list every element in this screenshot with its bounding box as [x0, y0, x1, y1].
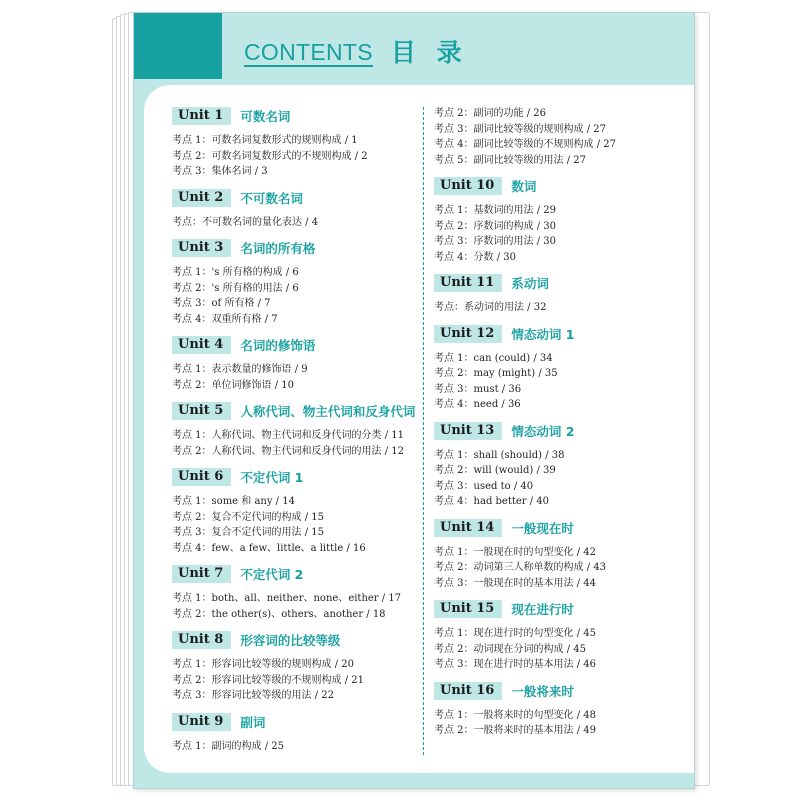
unit-tag: Unit 15: [434, 600, 502, 618]
toc-item: 考点 4：双重所有格 / 7: [172, 313, 278, 325]
corner-accent-block: [134, 13, 222, 79]
contents-card: [144, 85, 695, 773]
unit-tag: Unit 4: [172, 336, 231, 354]
unit-title: 数词: [511, 179, 537, 194]
toc-item: 考点 4：副词比较等级的不规则构成 / 27: [434, 139, 616, 150]
unit-title: 名词的修饰语: [240, 338, 316, 353]
toc-item: 考点 2：一般将来时的基本用法 / 49: [434, 725, 596, 736]
left-column: [172, 107, 422, 754]
toc-item: 考点 1：一般现在时的句型变化 / 42: [434, 546, 596, 558]
unit-title: 名词的所有格: [240, 241, 316, 256]
unit-title: 可数名词: [240, 109, 291, 124]
unit-heading: [434, 274, 674, 292]
unit-tag: Unit 8: [172, 631, 231, 649]
unit-heading: [172, 189, 422, 207]
toc-item: 考点 2：will (would) / 39: [434, 465, 556, 476]
unit-heading: [434, 325, 674, 343]
unit-heading: [172, 713, 422, 731]
toc-item: 考点 1：shall (should) / 38: [434, 449, 565, 461]
mulu-heading: 目 录: [390, 38, 468, 67]
toc-item: 考点 2：may (might) / 35: [434, 368, 558, 379]
toc-item: 考点 3：序数词的用法 / 30: [434, 236, 556, 247]
toc-item: 考点 4：had better / 40: [434, 496, 550, 507]
toc-item: 考点：系动词的用法 / 32: [434, 302, 547, 313]
toc-item: 考点 2：动词第三人称单数的构成 / 43: [434, 562, 606, 573]
toc-item: 考点 3：must / 36: [434, 383, 522, 395]
toc-item: 考点 2：动词现在分词的构成 / 45: [434, 643, 586, 655]
toc-item: 考点 3：集体名词 / 3: [172, 166, 268, 177]
toc-item: 考点 3：形容词比较等级的用法 / 22: [172, 690, 334, 701]
unit-title: 一般现在时: [511, 520, 574, 536]
toc-item: 考点 1：表示数量的修饰语 / 9: [172, 364, 308, 375]
contents-heading: CONTENTS: [244, 39, 373, 65]
unit-title: 副词: [240, 714, 266, 730]
toc-item: 考点 1：一般将来时的句型变化 / 48: [434, 709, 596, 721]
unit-tag: Unit 3: [172, 239, 231, 257]
book-page: [133, 12, 695, 789]
toc-item: 考点 1：形容词比较等级的规则构成 / 20: [172, 659, 354, 670]
toc-item: 考点 1：both、all、neither、none、either / 17: [172, 593, 402, 604]
toc-item: 考点 1：基数词的用法 / 29: [434, 205, 556, 216]
unit-tag: Unit 11: [434, 274, 502, 292]
toc-item: 考点 1：副词的构成 / 25: [172, 740, 284, 752]
toc-item: 考点 1：人称代词、物主代词和反身代词的分类 / 11: [172, 430, 404, 441]
toc-item: 考点 3：of 所有格 / 7: [172, 298, 271, 309]
unit-tag: Unit 1: [172, 107, 231, 125]
toc-item: 考点 3：现在进行时的基本用法 / 46: [434, 659, 596, 670]
unit-heading: [172, 565, 422, 583]
unit-tag: Unit 14: [434, 519, 502, 537]
unit-tag: Unit 5: [172, 402, 231, 420]
unit-title: 情态动词 2: [511, 423, 575, 439]
unit-tag: Unit 16: [434, 682, 502, 700]
toc-item: 考点 3：一般现在时的基本用法 / 44: [434, 577, 596, 589]
toc-item: 考点 3：复合不定代词的用法 / 15: [172, 527, 324, 538]
unit-title: 现在进行时: [511, 602, 574, 617]
unit-heading: [172, 402, 422, 420]
toc-item: 考点 1：现在进行时的句型变化 / 45: [434, 628, 596, 639]
right-column: [434, 106, 674, 739]
unit-heading: [172, 631, 422, 649]
toc-item: 考点 1：some 和 any / 14: [172, 496, 295, 507]
unit-heading: [172, 239, 422, 257]
column-divider: [423, 107, 424, 755]
continued-items: [434, 106, 674, 168]
toc-item: 考点 4：need / 36: [434, 399, 521, 410]
unit-heading: [172, 336, 422, 354]
unit-tag: Unit 6: [172, 468, 231, 486]
unit-tag: Unit 7: [172, 565, 231, 583]
unit-title: 人称代词、物主代词和反身代词: [240, 404, 416, 419]
page-header: [244, 27, 468, 67]
unit-title: 形容词的比较等级: [240, 633, 341, 648]
toc-item: 考点 2：人称代词、物主代词和反身代词的用法 / 12: [172, 445, 404, 457]
toc-item: 考点 2：复合不定代词的构成 / 15: [172, 511, 324, 523]
toc-item: 考点 3：used to / 40: [434, 480, 534, 492]
toc-item: 考点 3：副词比较等级的规则构成 / 27: [434, 123, 606, 135]
unit-heading: [434, 177, 674, 195]
unit-heading: [434, 422, 674, 440]
unit-tag: Unit 12: [434, 325, 502, 343]
unit-heading: [434, 519, 674, 537]
toc-item: 考点 1：可数名词复数形式的规则构成 / 1: [172, 135, 358, 146]
toc-item: 考点 2：形容词比较等级的不规则构成 / 21: [172, 674, 364, 686]
toc-item: 考点 5：副词比较等级的用法 / 27: [434, 154, 586, 166]
toc-item: 考点 2：the other(s)、others、another / 18: [172, 608, 386, 620]
toc-item: 考点 4：分数 / 30: [434, 251, 516, 263]
unit-title: 情态动词 1: [511, 326, 575, 342]
toc-item: 考点 1：can (could) / 34: [434, 352, 553, 364]
unit-heading: [434, 600, 674, 618]
unit-title: 一般将来时: [511, 683, 574, 699]
unit-tag: Unit 13: [434, 422, 502, 440]
toc-item: 考点 1：'s 所有格的构成 / 6: [172, 267, 299, 278]
unit-title: 不定代词 2: [240, 567, 304, 582]
unit-title: 不可数名词: [240, 190, 303, 206]
unit-tag: Unit 9: [172, 713, 231, 731]
toc-item: 考点 4：few、a few、little、a little / 16: [172, 542, 366, 554]
unit-title: 系动词: [511, 276, 549, 291]
toc-item: 考点 2：副词的功能 / 26: [434, 108, 546, 119]
unit-heading: [434, 682, 674, 700]
unit-heading: [172, 107, 422, 125]
toc-item: 考点 2：'s 所有格的用法 / 6: [172, 282, 299, 294]
unit-title: 不定代词 1: [240, 470, 304, 485]
toc-item: 考点 2：序数词的构成 / 30: [434, 220, 556, 232]
toc-item: 考点 2：可数名词复数形式的不规则构成 / 2: [172, 150, 368, 162]
toc-item: 考点：不可数名词的量化表达 / 4: [172, 216, 319, 228]
unit-tag: Unit 2: [172, 189, 231, 207]
unit-heading: [172, 468, 422, 486]
toc-item: 考点 2：单位词修饰语 / 10: [172, 379, 294, 391]
unit-tag: Unit 10: [434, 177, 502, 195]
